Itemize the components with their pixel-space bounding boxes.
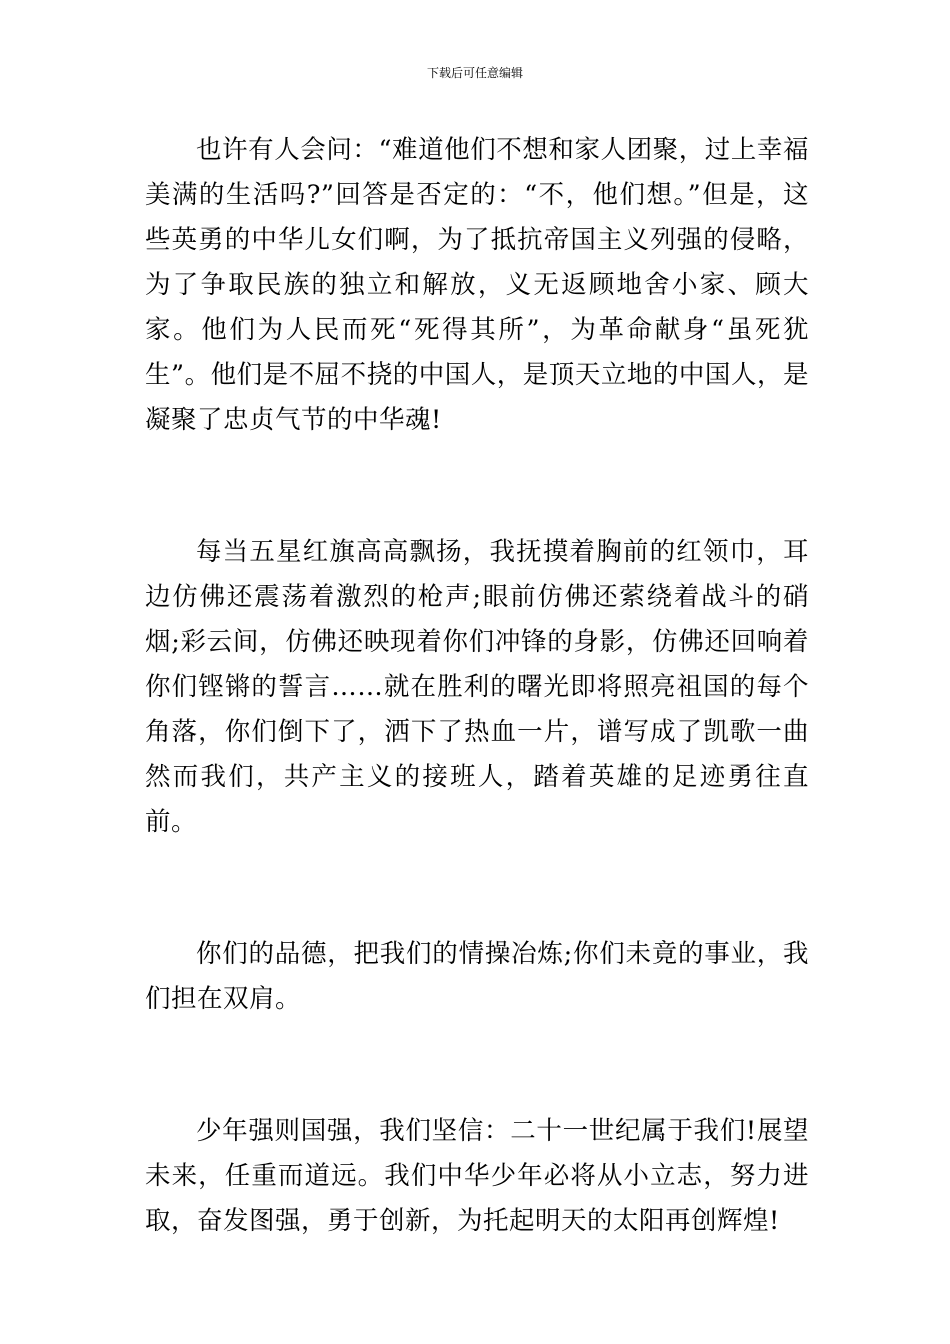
document-body [145, 128, 809, 1244]
paragraph-3: 你们的品德，把我们的情操冶炼;你们未竟的事业，我们担在双肩。 [145, 939, 809, 1014]
paragraph-1: 也许有人会问：“难道他们不想和家人团聚，过上幸福美满的生活吗?”回答是否定的：“不，他们想。”但是，这些英勇的中华儿女们啊，为了抵抗帝国主义列强的侵略，为了争取民族的独立和解放，义无返顾地舍小家、顾大家。他们为人民而死“死得其所”，为革命献身“虽死犹生”。他们是不屈不挠的中国人，是顶天立地的中国人，是凝聚了忠贞气节的中华魂! [145, 135, 809, 435]
page-header-note: 下载后可任意编辑 [426, 66, 523, 80]
paragraph-2: 每当五星红旗高高飘扬，我抚摸着胸前的红领巾，耳边仿佛还震荡着激烈的枪声;眼前仿佛还萦绕着战斗的硝烟;彩云间，仿佛还映现着你们冲锋的身影，仿佛还回响着你们铿锵的誓言……就在胜利的曙光即将照亮祖国的每个角落，你们倒下了，洒下了热血一片，谱写成了凯歌一曲然而我们，共产主义的接班人，踏着英雄的足迹勇往直前。 [145, 537, 809, 837]
paragraph-4: 少年强则国强，我们坚信：二十一世纪属于我们!展望未来，任重而道远。我们中华少年必将从小立志，努力进取，奋发图强，勇于创新，为托起明天的太阳再创辉煌! [145, 1116, 809, 1236]
